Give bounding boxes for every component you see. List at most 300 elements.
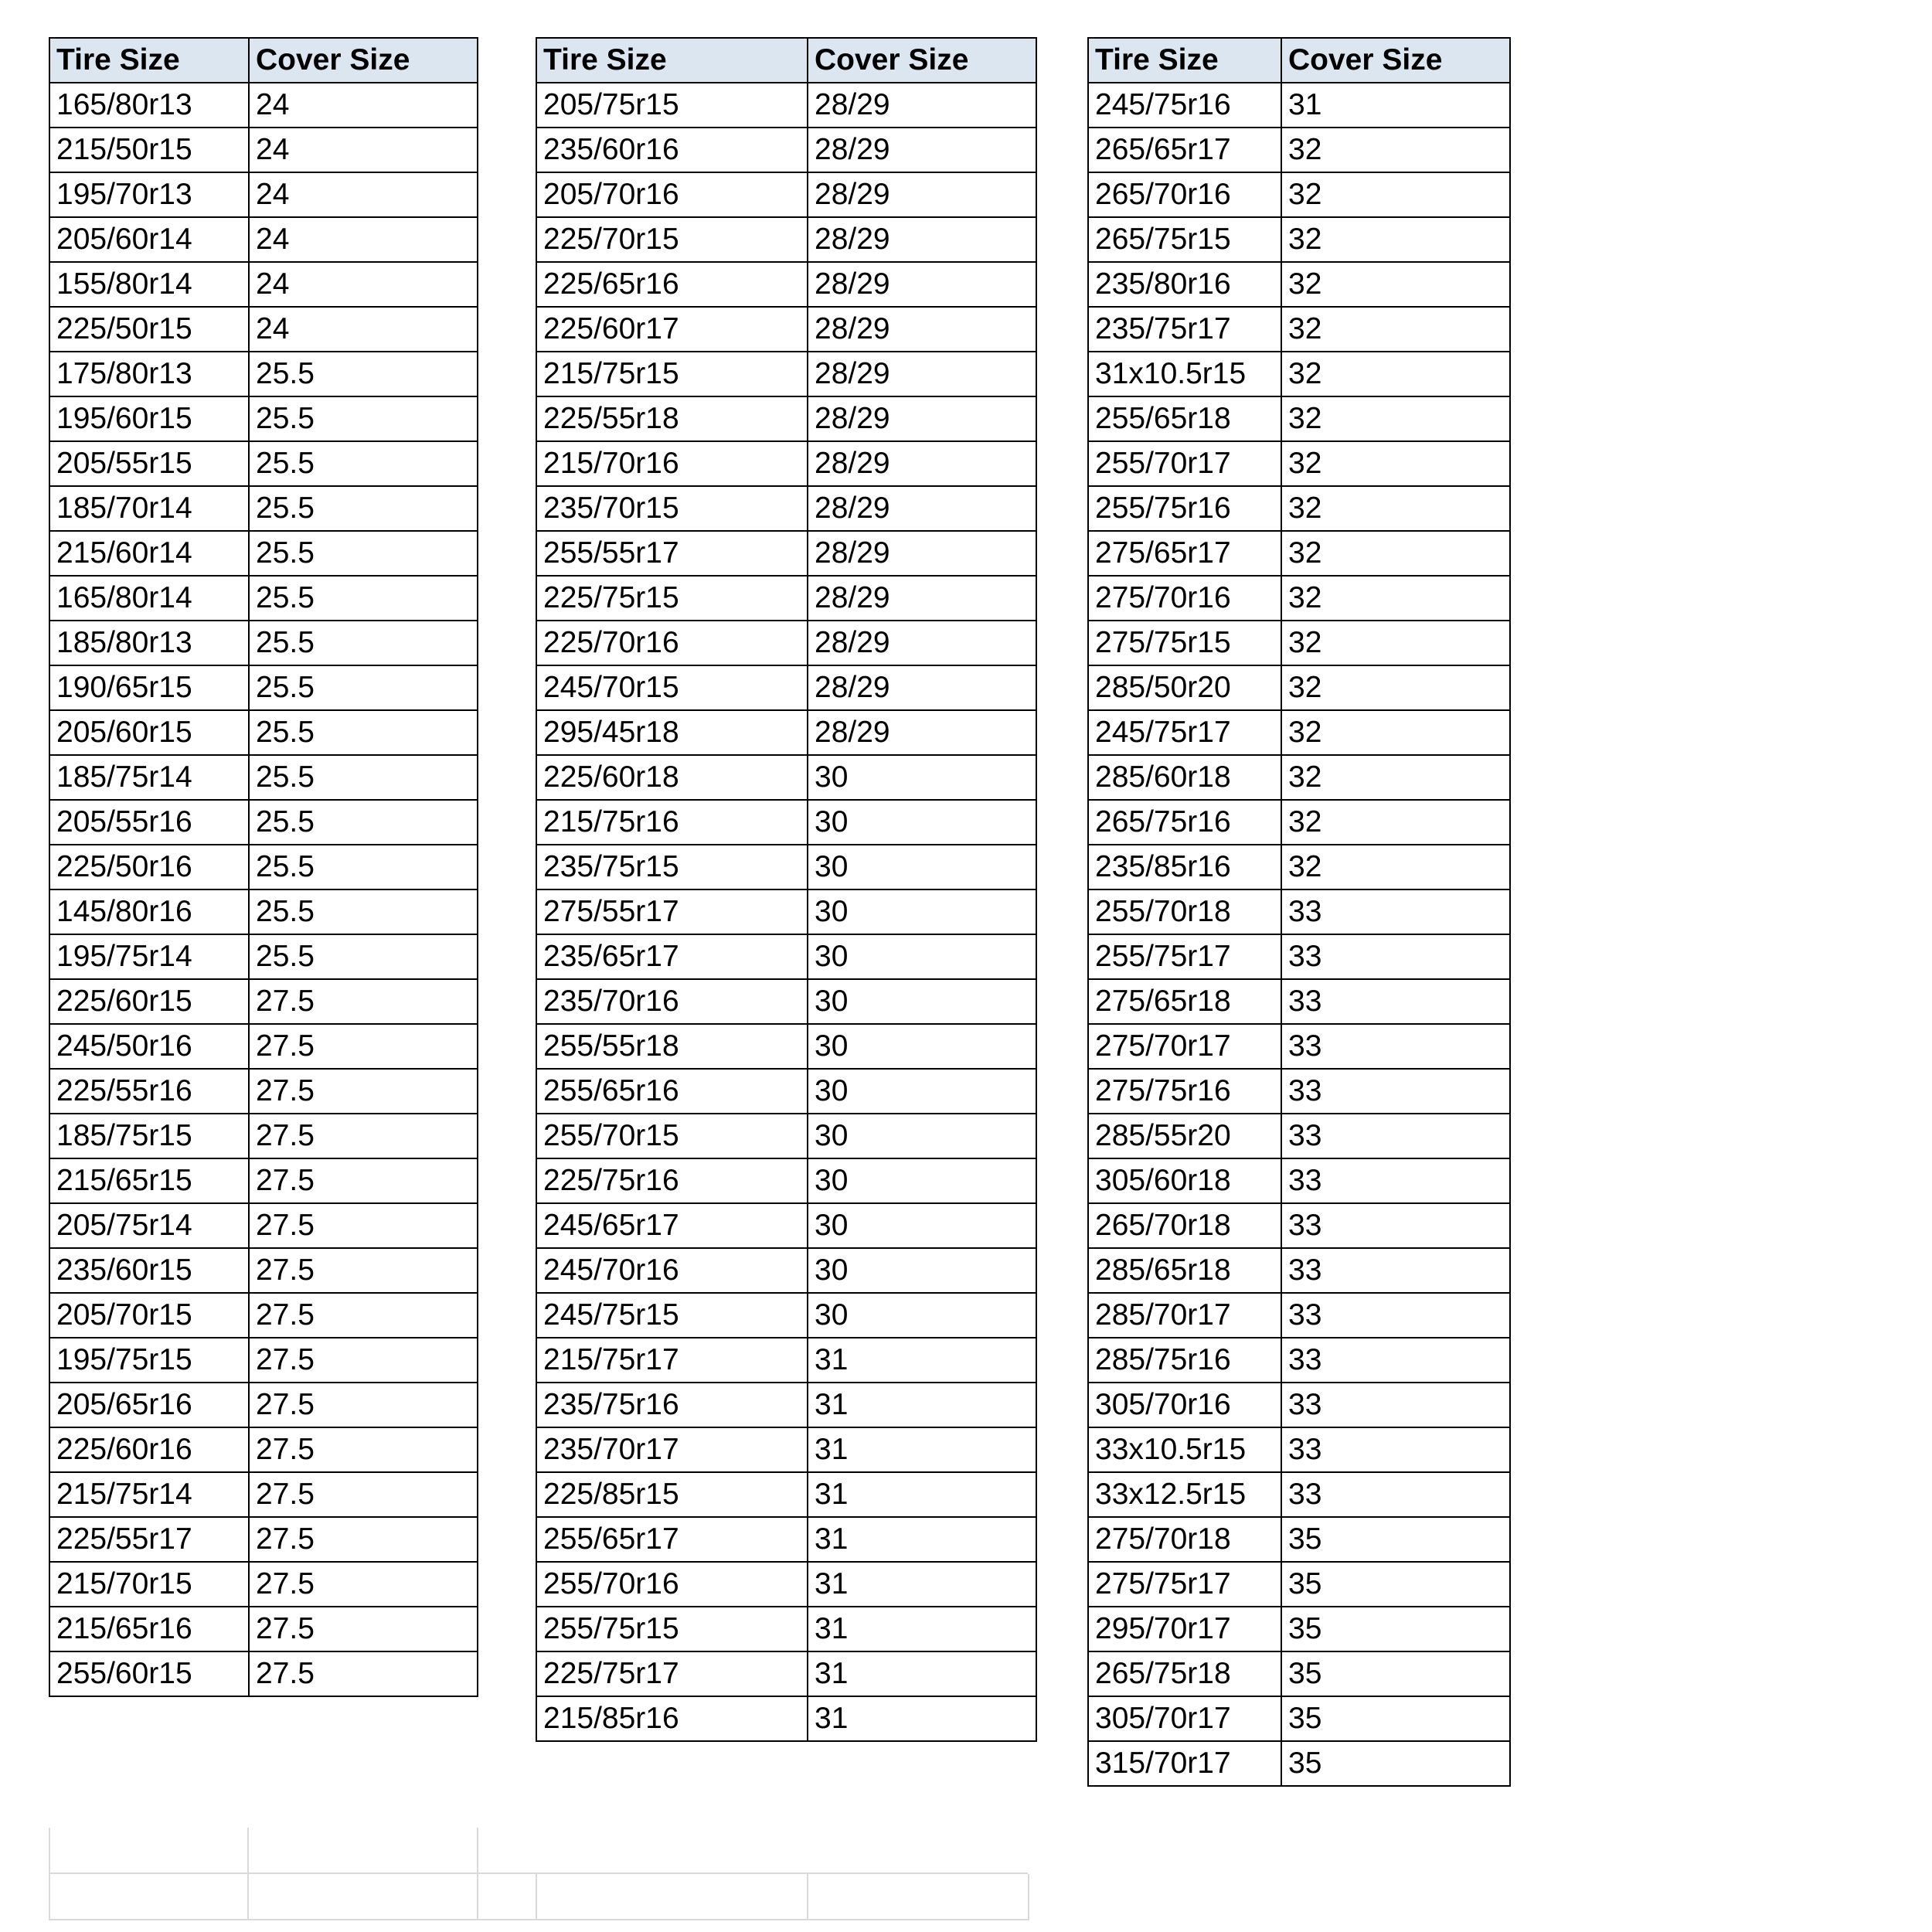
- table-row: [1088, 1383, 1510, 1427]
- cover-size-cell: 28/29: [808, 576, 1036, 621]
- table-row: [49, 1338, 478, 1383]
- cover-size-cell: 28/29: [808, 217, 1036, 262]
- table-row: [1088, 1024, 1510, 1069]
- table-row: [49, 1248, 478, 1293]
- cover-size-cell: 33: [1281, 1383, 1510, 1427]
- cover-size-cell: 27.5: [249, 1024, 478, 1069]
- tire-size-cell: 215/75r14: [49, 1472, 249, 1517]
- tire-size-cell: 235/60r16: [536, 128, 808, 172]
- table-row: [1088, 1696, 1510, 1741]
- table-row: [49, 1158, 478, 1203]
- tire-size-cell: 33x10.5r15: [1088, 1427, 1281, 1472]
- tire-size-cell: 215/60r14: [49, 531, 249, 576]
- tire-size-cell: 215/85r16: [536, 1696, 808, 1741]
- table-row: [49, 486, 478, 531]
- table-row: [49, 307, 478, 352]
- table-row: [49, 1651, 478, 1696]
- gridline: [247, 1828, 249, 1920]
- cover-size-cell: 32: [1281, 710, 1510, 755]
- tire-size-cell: 235/70r15: [536, 486, 808, 531]
- cover-size-cell: 32: [1281, 217, 1510, 262]
- tire-size-cell: 235/75r17: [1088, 307, 1281, 352]
- tire-size-cell: 215/65r16: [49, 1607, 249, 1651]
- table-row: [1088, 396, 1510, 441]
- cover-size-cell: 33: [1281, 1248, 1510, 1293]
- table-row: [49, 1069, 478, 1114]
- table-row: [1088, 755, 1510, 800]
- cover-size-cell: 33: [1281, 1114, 1510, 1158]
- cover-size-cell: 24: [249, 217, 478, 262]
- tire-size-cell: 225/75r16: [536, 1158, 808, 1203]
- tire-size-cell: 185/75r15: [49, 1114, 249, 1158]
- table-row: [1088, 665, 1510, 710]
- table-row: [1088, 934, 1510, 979]
- tire-size-cell: 295/70r17: [1088, 1607, 1281, 1651]
- cover-size-cell: 31: [808, 1383, 1036, 1427]
- cover-size-cell: 30: [808, 889, 1036, 934]
- table-row: [49, 352, 478, 396]
- table-row: [1088, 486, 1510, 531]
- cover-size-cell: 28/29: [808, 621, 1036, 665]
- cover-size-cell: 32: [1281, 531, 1510, 576]
- table-row: [536, 576, 1036, 621]
- cover-size-cell: 25.5: [249, 889, 478, 934]
- table-row: [1088, 979, 1510, 1024]
- column-header-cover-size: Cover Size: [1281, 38, 1510, 83]
- tire-size-cell: 225/70r16: [536, 621, 808, 665]
- tire-size-cell: 205/60r15: [49, 710, 249, 755]
- tire-size-cell: 165/80r14: [49, 576, 249, 621]
- column-header-tire-size: Tire Size: [49, 38, 249, 83]
- cover-size-cell: 31: [808, 1562, 1036, 1607]
- cover-size-cell: 31: [808, 1338, 1036, 1383]
- cover-size-cell: 25.5: [249, 845, 478, 889]
- cover-size-cell: 28/29: [808, 83, 1036, 128]
- gridline: [536, 1874, 537, 1920]
- cover-size-cell: 24: [249, 262, 478, 307]
- table-row: [536, 1338, 1036, 1383]
- tire-size-cell: 195/75r15: [49, 1338, 249, 1383]
- tire-size-cell: 255/70r15: [536, 1114, 808, 1158]
- tire-size-cell: 195/75r14: [49, 934, 249, 979]
- cover-size-cell: 32: [1281, 621, 1510, 665]
- table-row: [536, 307, 1036, 352]
- tire-size-cell: 255/65r16: [536, 1069, 808, 1114]
- table-row: [536, 1293, 1036, 1338]
- tire-size-cell: 215/65r15: [49, 1158, 249, 1203]
- tire-size-cell: 225/65r16: [536, 262, 808, 307]
- table-row: [49, 217, 478, 262]
- tire-size-cell: 225/75r15: [536, 576, 808, 621]
- tire-size-cell: 275/70r16: [1088, 576, 1281, 621]
- tire-size-cell: 305/70r16: [1088, 1383, 1281, 1427]
- tire-size-cell: 215/70r16: [536, 441, 808, 486]
- cover-size-cell: 35: [1281, 1562, 1510, 1607]
- cover-size-cell: 24: [249, 83, 478, 128]
- tire-size-cell: 315/70r17: [1088, 1741, 1281, 1786]
- table-row: [1088, 1472, 1510, 1517]
- tire-size-cell: 275/55r17: [536, 889, 808, 934]
- tire-size-cell: 225/75r17: [536, 1651, 808, 1696]
- cover-size-cell: 24: [249, 172, 478, 217]
- tire-size-cell: 255/65r17: [536, 1517, 808, 1562]
- tire-size-cell: 195/70r13: [49, 172, 249, 217]
- table-row: [49, 441, 478, 486]
- table-row: [536, 1024, 1036, 1069]
- cover-size-cell: 32: [1281, 755, 1510, 800]
- table-row: [49, 1562, 478, 1607]
- tire-size-cell: 225/60r15: [49, 979, 249, 1024]
- tire-size-cell: 245/70r16: [536, 1248, 808, 1293]
- cover-size-cell: 30: [808, 934, 1036, 979]
- cover-size-cell: 27.5: [249, 1248, 478, 1293]
- cover-size-cell: 33: [1281, 1472, 1510, 1517]
- cover-size-cell: 31: [808, 1607, 1036, 1651]
- cover-size-cell: 27.5: [249, 1158, 478, 1203]
- table-row: [536, 1069, 1036, 1114]
- tire-size-cell: 215/75r17: [536, 1338, 808, 1383]
- tire-size-cell: 255/60r15: [49, 1651, 249, 1696]
- table-row: [49, 1293, 478, 1338]
- tire-size-cell: 275/75r17: [1088, 1562, 1281, 1607]
- tire-size-cell: 31x10.5r15: [1088, 352, 1281, 396]
- table-row: [49, 665, 478, 710]
- table-row: [536, 172, 1036, 217]
- table-row: [1088, 889, 1510, 934]
- tire-size-cell: 175/80r13: [49, 352, 249, 396]
- tire-size-cell: 245/50r16: [49, 1024, 249, 1069]
- table-row: [536, 531, 1036, 576]
- cover-size-cell: 28/29: [808, 172, 1036, 217]
- table-row: [49, 1472, 478, 1517]
- table-row: [49, 889, 478, 934]
- tire-size-cell: 205/55r15: [49, 441, 249, 486]
- cover-size-cell: 35: [1281, 1517, 1510, 1562]
- tire-size-cell: 245/70r15: [536, 665, 808, 710]
- tire-size-cell: 285/60r18: [1088, 755, 1281, 800]
- tire-size-cell: 285/50r20: [1088, 665, 1281, 710]
- tire-size-cell: 225/85r15: [536, 1472, 808, 1517]
- table-row: [49, 800, 478, 845]
- table-row: [49, 979, 478, 1024]
- tire-cover-table-2: [536, 37, 1037, 1742]
- cover-size-cell: 33: [1281, 1338, 1510, 1383]
- tire-size-cell: 285/75r16: [1088, 1338, 1281, 1383]
- table-row: [1088, 576, 1510, 621]
- table-row: [536, 889, 1036, 934]
- tire-size-cell: 265/75r16: [1088, 800, 1281, 845]
- tire-size-cell: 145/80r16: [49, 889, 249, 934]
- column-header-cover-size: Cover Size: [808, 38, 1036, 83]
- table-row: [49, 1024, 478, 1069]
- cover-size-cell: 31: [808, 1651, 1036, 1696]
- cover-size-cell: 27.5: [249, 1069, 478, 1114]
- cover-size-cell: 30: [808, 1069, 1036, 1114]
- cover-size-cell: 30: [808, 1024, 1036, 1069]
- gridline: [1028, 1874, 1029, 1920]
- cover-size-cell: 25.5: [249, 486, 478, 531]
- table-row: [1088, 1562, 1510, 1607]
- gridline: [477, 1828, 478, 1920]
- cover-size-cell: 31: [1281, 83, 1510, 128]
- table-row: [536, 710, 1036, 755]
- table-row: [536, 755, 1036, 800]
- cover-size-cell: 27.5: [249, 1338, 478, 1383]
- table-row: [1088, 1114, 1510, 1158]
- tire-cover-table-3: [1087, 37, 1511, 1787]
- tire-size-cell: 235/60r15: [49, 1248, 249, 1293]
- cover-size-cell: 27.5: [249, 1114, 478, 1158]
- table-row: [1088, 1158, 1510, 1203]
- table-row: [49, 621, 478, 665]
- table-row: [536, 396, 1036, 441]
- tire-size-cell: 245/65r17: [536, 1203, 808, 1248]
- cover-size-cell: 27.5: [249, 1517, 478, 1562]
- tire-size-cell: 235/85r16: [1088, 845, 1281, 889]
- cover-size-cell: 30: [808, 755, 1036, 800]
- tire-cover-table-1: [49, 37, 478, 1697]
- cover-size-cell: 25.5: [249, 710, 478, 755]
- table-row: [536, 1472, 1036, 1517]
- tire-size-cell: 275/70r18: [1088, 1517, 1281, 1562]
- tire-size-cell: 215/50r15: [49, 128, 249, 172]
- tire-size-cell: 225/60r16: [49, 1427, 249, 1472]
- table-row: [1088, 845, 1510, 889]
- cover-size-cell: 32: [1281, 665, 1510, 710]
- tire-size-cell: 185/75r14: [49, 755, 249, 800]
- cover-size-cell: 25.5: [249, 934, 478, 979]
- cover-size-cell: 27.5: [249, 1607, 478, 1651]
- tire-size-cell: 235/65r17: [536, 934, 808, 979]
- table-row: [49, 1607, 478, 1651]
- cover-size-cell: 27.5: [249, 1427, 478, 1472]
- tire-size-cell: 255/75r17: [1088, 934, 1281, 979]
- table-row: [1088, 1651, 1510, 1696]
- table-row: [536, 352, 1036, 396]
- cover-size-cell: 31: [808, 1696, 1036, 1741]
- table-row: [1088, 217, 1510, 262]
- cover-size-cell: 30: [808, 979, 1036, 1024]
- cover-size-cell: 27.5: [249, 1562, 478, 1607]
- tire-size-cell: 205/70r15: [49, 1293, 249, 1338]
- tire-size-cell: 255/70r16: [536, 1562, 808, 1607]
- cover-size-cell: 35: [1281, 1607, 1510, 1651]
- table-row: [49, 576, 478, 621]
- tire-size-cell: 245/75r16: [1088, 83, 1281, 128]
- cover-size-cell: 30: [808, 845, 1036, 889]
- table-row: [49, 531, 478, 576]
- table-row: [536, 83, 1036, 128]
- cover-size-cell: 28/29: [808, 665, 1036, 710]
- table-row: [536, 441, 1036, 486]
- cover-size-cell: 32: [1281, 576, 1510, 621]
- cover-size-cell: 30: [808, 1158, 1036, 1203]
- gridline: [49, 1872, 1028, 1874]
- table-row: [536, 1607, 1036, 1651]
- table-row: [1088, 1517, 1510, 1562]
- table-row: [49, 1383, 478, 1427]
- cover-size-cell: 31: [808, 1517, 1036, 1562]
- tire-size-cell: 275/75r16: [1088, 1069, 1281, 1114]
- cover-size-cell: 27.5: [249, 1472, 478, 1517]
- cover-size-cell: 32: [1281, 262, 1510, 307]
- table-row: [49, 1427, 478, 1472]
- tire-size-cell: 225/70r15: [536, 217, 808, 262]
- cover-size-cell: 35: [1281, 1696, 1510, 1741]
- cover-size-cell: 30: [808, 1248, 1036, 1293]
- cover-size-cell: 32: [1281, 800, 1510, 845]
- table-row: [536, 934, 1036, 979]
- tire-size-cell: 255/55r17: [536, 531, 808, 576]
- table-row: [49, 1517, 478, 1562]
- tire-size-cell: 265/65r17: [1088, 128, 1281, 172]
- tire-size-cell: 205/55r16: [49, 800, 249, 845]
- cover-size-cell: 35: [1281, 1741, 1510, 1786]
- table-row: [49, 710, 478, 755]
- tire-size-cell: 305/70r17: [1088, 1696, 1281, 1741]
- tire-size-cell: 225/55r18: [536, 396, 808, 441]
- table-row: [49, 1203, 478, 1248]
- column-header-tire-size: Tire Size: [536, 38, 808, 83]
- tire-size-cell: 245/75r17: [1088, 710, 1281, 755]
- tire-size-cell: 305/60r18: [1088, 1158, 1281, 1203]
- tire-size-cell: 215/70r15: [49, 1562, 249, 1607]
- tire-size-cell: 185/70r14: [49, 486, 249, 531]
- cover-size-cell: 33: [1281, 934, 1510, 979]
- tire-size-cell: 235/70r17: [536, 1427, 808, 1472]
- table-row: [1088, 800, 1510, 845]
- cover-size-cell: 24: [249, 128, 478, 172]
- cover-size-cell: 27.5: [249, 1203, 478, 1248]
- cover-size-cell: 28/29: [808, 396, 1036, 441]
- table-row: [49, 934, 478, 979]
- cover-size-cell: 28/29: [808, 531, 1036, 576]
- table-row: [49, 1114, 478, 1158]
- table-row: [536, 621, 1036, 665]
- table-row: [1088, 1069, 1510, 1114]
- table-row: [49, 845, 478, 889]
- cover-size-cell: 24: [249, 307, 478, 352]
- table-row: [536, 1114, 1036, 1158]
- table-row: [536, 1248, 1036, 1293]
- table-row: [1088, 621, 1510, 665]
- tire-size-cell: 225/60r18: [536, 755, 808, 800]
- table-row: [536, 1696, 1036, 1741]
- table-row: [1088, 1741, 1510, 1786]
- table-row: [536, 800, 1036, 845]
- cover-size-cell: 33: [1281, 1069, 1510, 1114]
- gridline: [49, 1919, 1028, 1920]
- tire-size-cell: 295/45r18: [536, 710, 808, 755]
- cover-size-cell: 25.5: [249, 531, 478, 576]
- table-row: [1088, 1338, 1510, 1383]
- cover-size-cell: 25.5: [249, 576, 478, 621]
- tire-size-cell: 265/70r18: [1088, 1203, 1281, 1248]
- cover-size-cell: 30: [808, 1114, 1036, 1158]
- column-header-cover-size: Cover Size: [249, 38, 478, 83]
- cover-size-cell: 25.5: [249, 396, 478, 441]
- cover-size-cell: 30: [808, 1203, 1036, 1248]
- table-row: [536, 262, 1036, 307]
- tire-size-cell: 255/55r18: [536, 1024, 808, 1069]
- tire-size-cell: 275/65r17: [1088, 531, 1281, 576]
- cover-size-cell: 33: [1281, 979, 1510, 1024]
- table-row: [1088, 1427, 1510, 1472]
- tire-size-cell: 275/70r17: [1088, 1024, 1281, 1069]
- tire-size-cell: 205/75r15: [536, 83, 808, 128]
- gridline: [807, 1874, 808, 1920]
- gridline: [49, 1828, 50, 1920]
- cover-size-cell: 33: [1281, 1293, 1510, 1338]
- tire-size-cell: 235/75r16: [536, 1383, 808, 1427]
- cover-size-cell: 25.5: [249, 352, 478, 396]
- table-row: [536, 665, 1036, 710]
- cover-size-cell: 25.5: [249, 755, 478, 800]
- tire-size-cell: 190/65r15: [49, 665, 249, 710]
- table-row: [1088, 1203, 1510, 1248]
- cover-size-cell: 28/29: [808, 307, 1036, 352]
- cover-size-cell: 32: [1281, 845, 1510, 889]
- column-header-tire-size: Tire Size: [1088, 38, 1281, 83]
- table-row: [1088, 710, 1510, 755]
- tire-size-cell: 255/65r18: [1088, 396, 1281, 441]
- tire-size-cell: 255/75r16: [1088, 486, 1281, 531]
- tire-size-cell: 205/65r16: [49, 1383, 249, 1427]
- cover-size-cell: 28/29: [808, 262, 1036, 307]
- table-row: [536, 845, 1036, 889]
- table-row: [1088, 1607, 1510, 1651]
- tire-size-cell: 185/80r13: [49, 621, 249, 665]
- cover-size-cell: 32: [1281, 396, 1510, 441]
- tire-size-cell: 225/55r17: [49, 1517, 249, 1562]
- cover-size-cell: 33: [1281, 1203, 1510, 1248]
- cover-size-cell: 32: [1281, 441, 1510, 486]
- cover-size-cell: 25.5: [249, 800, 478, 845]
- cover-size-cell: 33: [1281, 1427, 1510, 1472]
- tire-size-cell: 235/70r16: [536, 979, 808, 1024]
- cover-size-cell: 28/29: [808, 486, 1036, 531]
- table-row: [536, 1651, 1036, 1696]
- cover-size-cell: 25.5: [249, 621, 478, 665]
- table-row: [536, 486, 1036, 531]
- table-row: [49, 172, 478, 217]
- tire-size-cell: 235/80r16: [1088, 262, 1281, 307]
- table-row: [1088, 352, 1510, 396]
- tire-size-cell: 265/75r15: [1088, 217, 1281, 262]
- tire-size-cell: 225/60r17: [536, 307, 808, 352]
- tire-size-cell: 255/70r17: [1088, 441, 1281, 486]
- table-row: [1088, 441, 1510, 486]
- table-row: [536, 1383, 1036, 1427]
- tire-size-cell: 155/80r14: [49, 262, 249, 307]
- tire-size-cell: 275/65r18: [1088, 979, 1281, 1024]
- cover-size-cell: 32: [1281, 128, 1510, 172]
- tire-size-cell: 205/60r14: [49, 217, 249, 262]
- table-row: [49, 396, 478, 441]
- table-row: [536, 979, 1036, 1024]
- header-row: [49, 38, 478, 83]
- cover-size-cell: 27.5: [249, 1651, 478, 1696]
- table-row: [49, 128, 478, 172]
- table-row: [536, 128, 1036, 172]
- cover-size-cell: 33: [1281, 889, 1510, 934]
- cover-size-cell: 27.5: [249, 1383, 478, 1427]
- table-row: [1088, 531, 1510, 576]
- tire-size-cell: 225/55r16: [49, 1069, 249, 1114]
- table-row: [536, 1562, 1036, 1607]
- tire-size-cell: 245/75r15: [536, 1293, 808, 1338]
- cover-size-cell: 27.5: [249, 979, 478, 1024]
